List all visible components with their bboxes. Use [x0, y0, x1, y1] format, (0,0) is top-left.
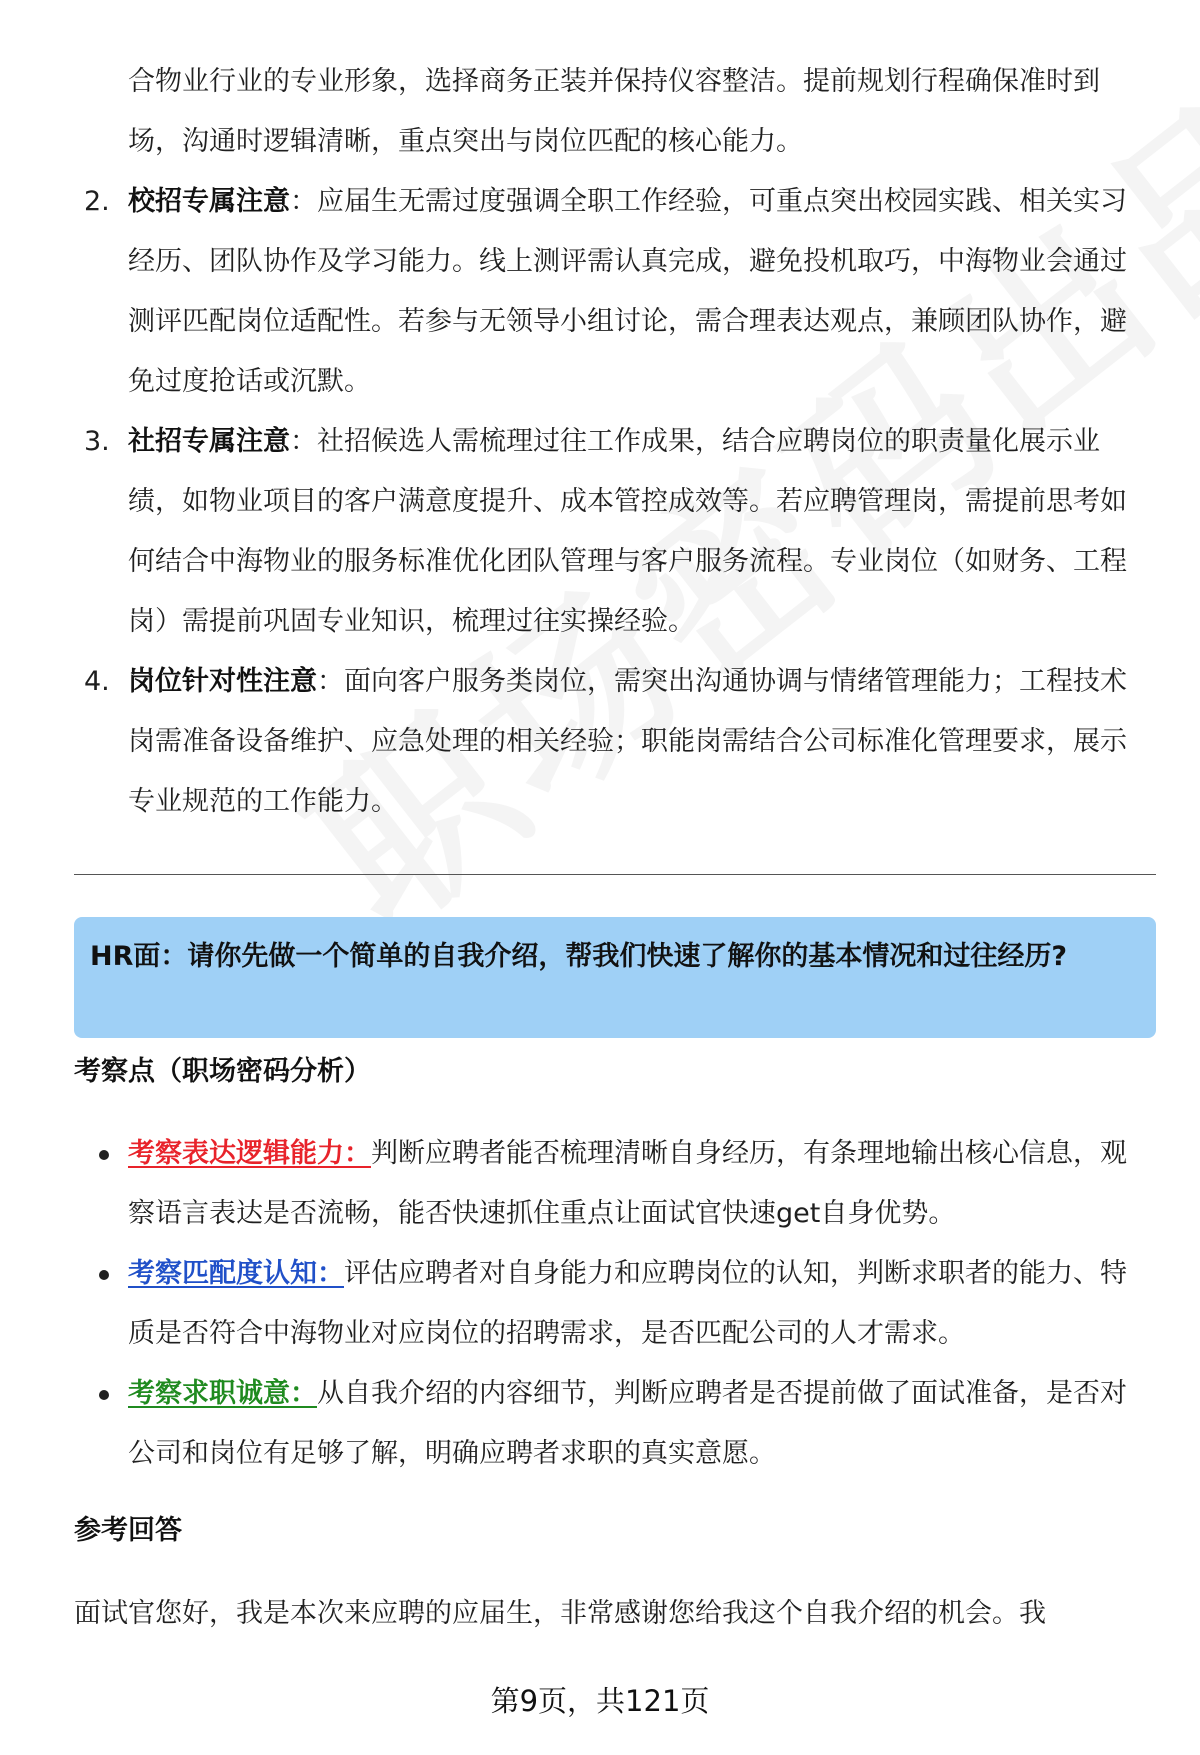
list-item-title: 岗位针对性注意	[128, 666, 317, 697]
analysis-text: 判断应聘者能否梳理清晰自身经历，有条理地输出核心信息，观察语言表达是否流畅，能否快速抓住重点让面试官快速get自身优势。	[128, 1138, 1127, 1229]
bullet-dot-icon	[99, 1150, 109, 1160]
interview-question-box: HR面：请你先做一个简单的自我介绍，帮我们快速了解你的基本情况和过往经历?	[74, 917, 1156, 1038]
analysis-text: 评估应聘者对自身能力和应聘岗位的认知，判断求职者的能力、特质是否符合中海物业对应岗位的招聘需求，是否匹配公司的人才需求。	[128, 1258, 1127, 1349]
analysis-list	[128, 1124, 1148, 1484]
list-number: 2.	[84, 186, 110, 217]
analysis-text: 从自我介绍的内容细节，判断应聘者是否提前做了面试准备，是否对公司和岗位有足够了解，明确应聘者求职的真实意愿。	[128, 1378, 1127, 1469]
list-item	[84, 412, 1148, 652]
list-item-text: ：社招候选人需梳理过往工作成果，结合应聘岗位的职责量化展示业绩，如物业项目的客户满意度提升、成本管控成效等。若应聘管理岗，需提前思考如何结合中海物业的服务标准优化团队管理与客户服务流程。专业岗位（如财务、工程岗）需提前巩固专业知识，梳理过往实操经验。	[128, 426, 1127, 637]
continued-paragraph: 合物业行业的专业形象，选择商务正装并保持仪容整洁。提前规划行程确保准时到场，沟通时逻辑清晰，重点突出与岗位匹配的核心能力。	[128, 66, 1100, 157]
analysis-keyword: 考察求职诚意：	[128, 1378, 317, 1409]
bullet-dot-icon	[99, 1270, 109, 1280]
page-footer: 第9页，共121页	[490, 1684, 710, 1718]
list-number: 4.	[84, 666, 110, 697]
section-divider	[74, 874, 1156, 875]
answer-paragraph: 面试官您好，我是本次来应聘的应届生，非常感谢您给我这个自我介绍的机会。我	[74, 1598, 1046, 1629]
list-item	[128, 1364, 1148, 1484]
list-number: 3.	[84, 426, 110, 457]
analysis-keyword: 考察匹配度认知：	[128, 1258, 344, 1289]
list-item-text: ：面向客户服务类岗位，需突出沟通协调与情绪管理能力；工程技术岗需准备设备维护、应急处理的相关经验；职能岗需结合公司标准化管理要求，展示专业规范的工作能力。	[128, 666, 1127, 817]
list-item-title: 社招专属注意	[128, 426, 290, 457]
numbered-list	[84, 172, 1148, 832]
list-item-title: 校招专属注意	[128, 186, 290, 217]
list-item-text: ：应届生无需过度强调全职工作经验，可重点突出校园实践、相关实习经历、团队协作及学习能力。线上测评需认真完成，避免投机取巧，中海物业会通过测评匹配岗位适配性。若参与无领导小组讨论，需合理表达观点，兼顾团队协作，避免过度抢话或沉默。	[128, 186, 1127, 397]
analysis-heading: 考察点（职场密码分析）	[74, 1056, 371, 1087]
list-item	[84, 652, 1148, 832]
list-item	[128, 1124, 1148, 1244]
bullet-dot-icon	[99, 1390, 109, 1400]
answer-heading: 参考回答	[74, 1515, 182, 1546]
list-item	[128, 1244, 1148, 1364]
list-item	[84, 172, 1148, 412]
analysis-keyword: 考察表达逻辑能力：	[128, 1138, 371, 1169]
